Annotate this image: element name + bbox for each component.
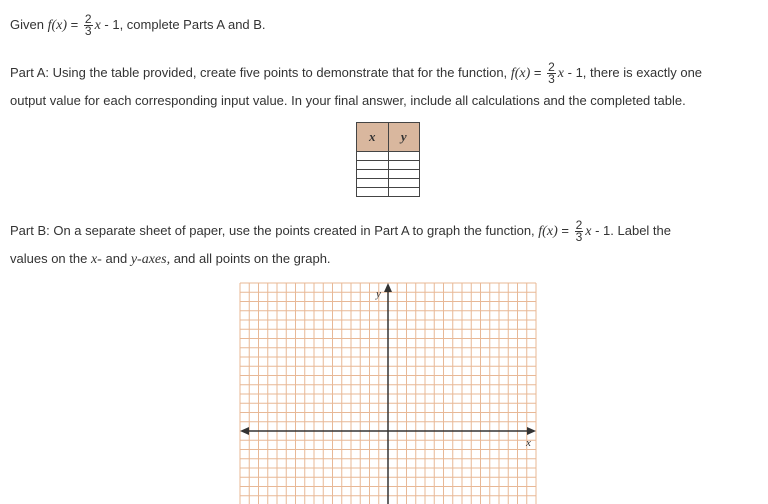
intro-denominator: 3	[84, 24, 92, 38]
y-axis-label: y	[376, 288, 381, 300]
part-b-line2-mid: and	[105, 251, 128, 266]
part-a-line-2: output value for each corresponding input value. In your final answer, include all calculations and the completed table.	[10, 93, 686, 108]
y-axis-up-arrow-icon	[384, 283, 392, 292]
x-axis-label: x	[526, 437, 531, 449]
part-b-line2-post: and all points on the graph.	[173, 251, 331, 266]
part-b-text-pre: Part B: On a separate sheet of paper, use the points created in Part A to graph the function,	[10, 222, 535, 238]
intro-equals: =	[70, 16, 79, 32]
part-b-denominator: 3	[575, 230, 583, 244]
part-b-equals: =	[561, 222, 569, 238]
xy-table-header-x: x	[357, 123, 389, 152]
part-a-equals: =	[533, 64, 542, 80]
intro-prefix: Given	[10, 16, 44, 32]
intro-function-name: f(x)	[47, 17, 68, 33]
part-a-numerator: 2	[548, 60, 555, 74]
part-a-x-term: x	[557, 65, 564, 81]
part-b-line2-pre: values on the	[10, 251, 88, 266]
part-b-x-term: x	[585, 223, 592, 239]
part-a-text-pre: Part A: Using the table provided, create five points to demonstrate that for the function,	[10, 64, 508, 80]
part-b-x-var: x-	[90, 252, 102, 267]
x-axis-right-arrow-icon	[527, 427, 536, 435]
intro-numerator: 2	[84, 12, 92, 26]
intro-tail: - 1, complete Parts A and B.	[104, 16, 266, 32]
part-b-y-var: y-axes,	[130, 252, 171, 267]
x-axis-left-arrow-icon	[240, 427, 249, 435]
xy-table-header-y: y	[388, 123, 419, 152]
part-a-function-name: f(x)	[510, 65, 531, 81]
part-a-text-post: - 1, there is exactly one	[567, 64, 703, 80]
intro-x-term: x	[94, 17, 101, 33]
part-b-text-post: - 1. Label the	[595, 222, 671, 238]
part-a-denominator: 3	[548, 72, 555, 86]
part-b-function-name: f(x)	[538, 223, 558, 239]
part-b-numerator: 2	[575, 218, 583, 232]
